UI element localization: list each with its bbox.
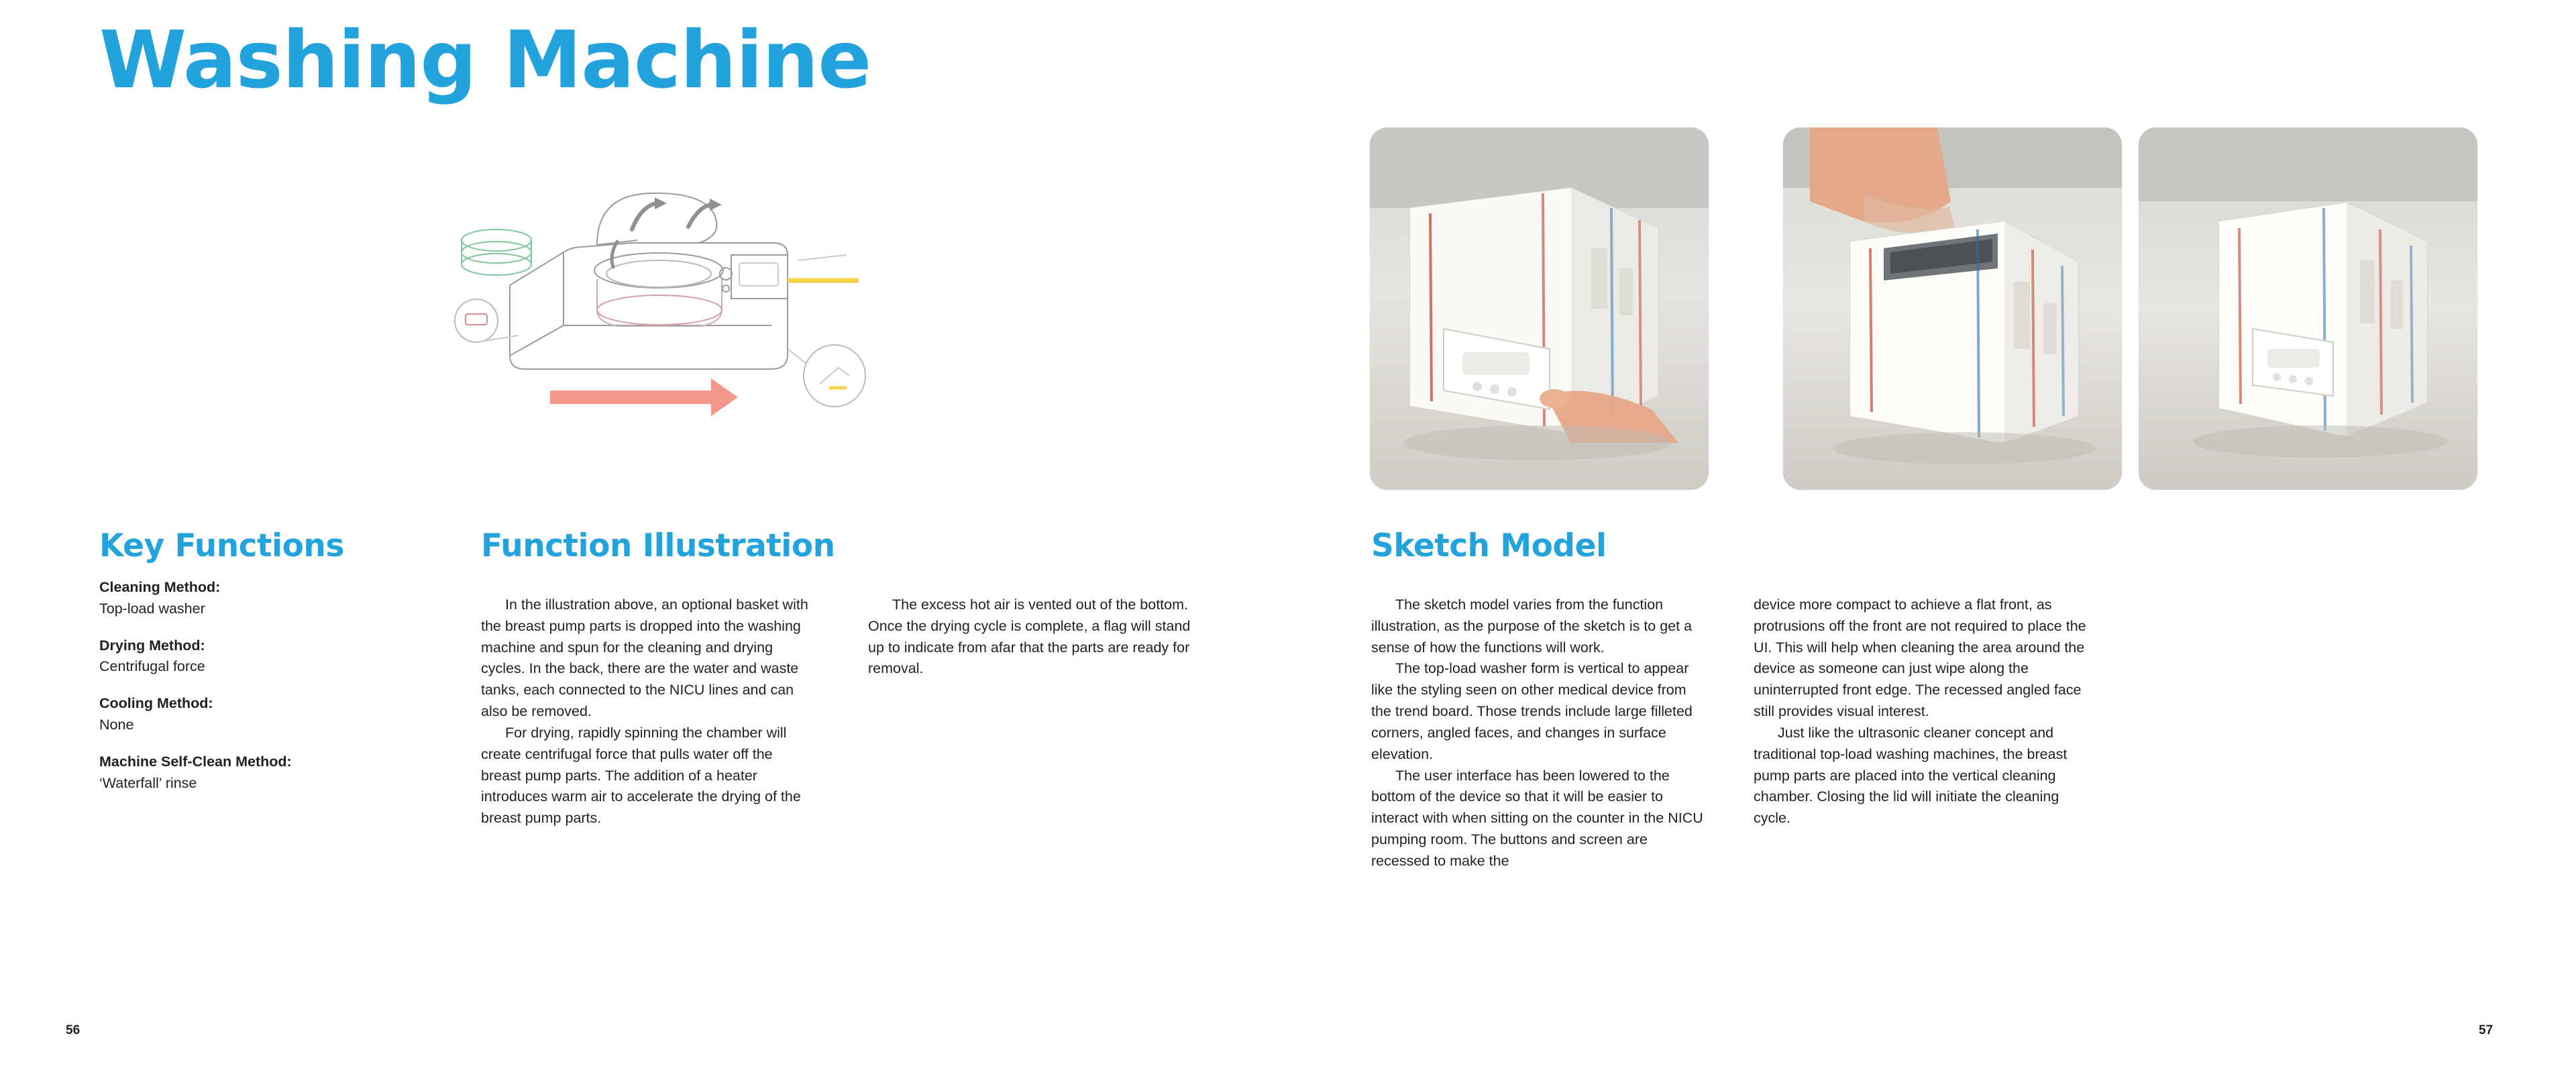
key-function-value: Centrifugal force — [99, 658, 205, 675]
key-function-label: Machine Self-Clean Method: — [99, 753, 292, 770]
page-title: Washing Machine — [99, 13, 871, 106]
page-number-left: 56 — [66, 1023, 80, 1037]
key-function-item — [99, 752, 448, 794]
washing-machine-function-illustration — [396, 154, 879, 436]
key-function-label: Cleaning Method: — [99, 579, 221, 595]
paragraph: The top-load washer form is vertical to appear like the styling seen on other medical device from the trend board. Those trends include large filleted corners, angled faces, and changes in surface elevation. — [1371, 660, 1693, 762]
key-function-value: ‘Waterfall’ rinse — [99, 774, 197, 791]
paragraph: In the illustration above, an optional basket with the breast pump parts is dropped into the washing machine and spun for the cleaning and drying cycles. In the back, there are the water and waste tanks, each connected to the NICU lines and can also be removed. — [481, 597, 808, 720]
sketch-model-photo-hand-lid — [1783, 127, 2122, 490]
paragraph: Just like the ultrasonic cleaner concept and traditional top-load washing machines, the breast pump parts are placed into the vertical cleaning chamber. Closing the lid will initiate the cleaning cycle. — [1754, 724, 2068, 827]
key-function-label: Drying Method: — [99, 637, 205, 654]
sketch-model-column-2 — [1754, 595, 2096, 829]
key-functions-list — [99, 577, 448, 810]
key-function-item — [99, 577, 448, 620]
sketch-model-photo-angled — [2139, 127, 2477, 490]
key-function-item — [99, 635, 448, 678]
paragraph: The user interface has been lowered to the bottom of the device so that it will be easier to interact with when sitting on the counter in the NICU pumping room. The buttons and screen are recessed to make the — [1371, 767, 1703, 869]
paragraph: device more compact to achieve a flat front, as protrusions off the front are not required to place the UI. This will help when cleaning the area around the device as someone can just wipe along the uninterrupted front edge. The recessed angled face still provides visual interest. — [1754, 597, 2086, 720]
paragraph: The sketch model varies from the function illustration, as the purpose of the sketch is to get a sense of how the functions will work. — [1371, 597, 1693, 656]
key-function-item — [99, 693, 448, 736]
heading-key-functions: Key Functions — [99, 527, 344, 564]
key-function-label: Cooling Method: — [99, 695, 213, 712]
key-function-value: None — [99, 717, 134, 733]
function-illustration-column-2 — [868, 595, 1203, 680]
heading-function-illustration: Function Illustration — [481, 527, 835, 564]
sketch-model-photo-front — [1370, 127, 1709, 490]
paragraph: The excess hot air is vented out of the bottom. Once the drying cycle is complete, a flag will stand up to indicate from afar that the parts are ready for removal. — [868, 597, 1191, 677]
paragraph: For drying, rapidly spinning the chamber will create centrifugal force that pulls water off the breast pump parts. The addition of a heater introduces warm air to accelerate the drying of the breast pump parts. — [481, 724, 801, 827]
key-function-value: Top-load washer — [99, 600, 205, 617]
page-number-right: 57 — [2479, 1023, 2493, 1037]
sketch-model-column-1 — [1371, 595, 1710, 872]
function-illustration-column-1 — [481, 595, 816, 829]
heading-sketch-model: Sketch Model — [1371, 527, 1607, 564]
